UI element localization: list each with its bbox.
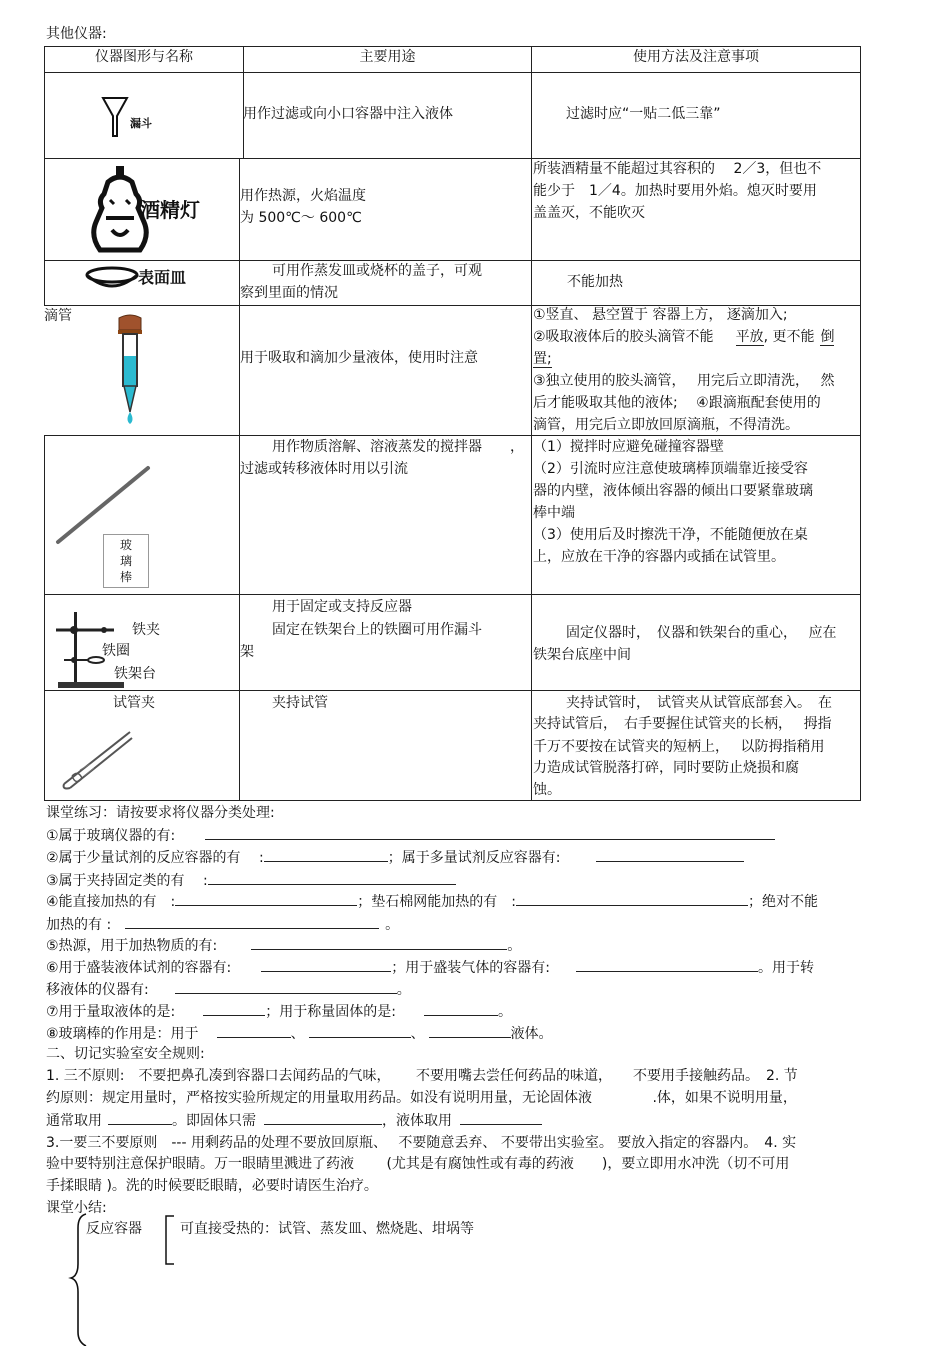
- test-tube-holder-notes-line: 千万不要按在试管夹的短柄上， 以防拇指稍用: [533, 739, 825, 755]
- safety-line: 验中要特别注意保护眼睛。万一眼睛里溅进了药液 (尤其是有腐蚀性或有毒的药液 )，要立即用水冲洗（切不可用: [46, 1156, 790, 1172]
- q6-text: ；用于盛装气体的容器有:: [391, 960, 550, 976]
- safety-text: 。即固体只需: [172, 1113, 256, 1129]
- alcohol-lamp-label: 酒精灯: [140, 198, 200, 222]
- left-bracket-icon: [160, 1214, 176, 1266]
- q1-blank[interactable]: [205, 825, 775, 840]
- glass-rod-notes-line: 器的内壁，液体倾出容器的倾出口要紧靠玻璃: [533, 483, 813, 499]
- header-instrument: 仪器图形与名称: [95, 49, 193, 65]
- q8-text: 液体。: [510, 1026, 553, 1042]
- q6-blank[interactable]: [175, 979, 397, 994]
- section-title: 其他仪器:: [46, 26, 107, 42]
- safety-blank[interactable]: [264, 1110, 382, 1125]
- exercise-q2: [46, 847, 744, 868]
- q3-text: ③属于夹持固定类的有 :: [46, 873, 208, 889]
- q6-text: 移液体的仪器有:: [46, 982, 149, 998]
- q4-text: 。: [385, 917, 400, 933]
- exercise-q3: [46, 870, 456, 891]
- funnel-use: 用作过滤或向小口容器中注入液体: [243, 106, 453, 122]
- funnel-label: 漏斗: [130, 117, 152, 130]
- dropper-notes-line: [533, 327, 834, 347]
- q2-blank[interactable]: [596, 847, 744, 862]
- dropper-use: 用于吸取和滴加少量液体，使用时注意: [240, 350, 478, 366]
- summary-title: 课堂小结:: [46, 1200, 107, 1216]
- dropper-icon: [112, 312, 148, 430]
- funnel-notes: 过滤时应“一贴二低三靠”: [566, 106, 721, 122]
- dropper-note-underline: 倒: [820, 329, 835, 345]
- q3-blank[interactable]: [208, 870, 456, 885]
- glass-rod-label-char: 棒: [119, 570, 132, 584]
- dropper-note-underline: 平放: [735, 329, 764, 345]
- lamp-notes-line: 所装酒精量不能超过其容积的 2／3，但也不: [533, 161, 822, 177]
- q4-blank[interactable]: [516, 891, 748, 906]
- dropper-notes-line: 后才能吸取其他的液体; ④跟滴瓶配套使用的: [533, 395, 821, 411]
- safety-line: 约原则：规定用量时，严格按实验所规定的用量取用药品。如没有说明用量，无论固体液 .体，如果不说明用量，: [46, 1090, 797, 1106]
- summary-item: 反应容器: [86, 1221, 142, 1237]
- iron-clamp-label: 铁夹: [132, 622, 160, 638]
- q4-blank[interactable]: [125, 914, 379, 929]
- safety-text: 通常取用: [46, 1113, 102, 1129]
- table-cell: [239, 305, 532, 436]
- test-tube-holder-notes-line: 力造成试管脱落打碎，同时要防止烧损和腐: [533, 760, 799, 776]
- q5-text: ⑤热源，用于加热物质的有:: [46, 938, 218, 954]
- watch-glass-icon: [84, 262, 140, 296]
- dropper-notes-line: ①竖直、 悬空置于 容器上方， 逐滴加入;: [533, 307, 788, 323]
- glass-rod-notes-line: （2）引流时应注意使玻璃棒顶端靠近接受容: [533, 461, 808, 477]
- glass-rod-notes-line: （3）使用后及时擦洗干净，不能随便放在桌: [533, 527, 808, 543]
- header-notes: 使用方法及注意事项: [633, 49, 759, 65]
- safety-line: 3.一要三不要原则 --- 用剩药品的处理不要放回原瓶、 不要随意丢弃、 不要带出实验室。 要放入指定的容器内。 4. 实: [46, 1135, 797, 1151]
- q4-blank[interactable]: [175, 891, 357, 906]
- watch-glass-label: 表面皿: [138, 268, 187, 287]
- test-tube-holder-label: 试管夹: [113, 695, 155, 711]
- safety-line: 1. 三不原则: 不要把鼻孔凑到容器口去闻药品的气味， 不要用嘴去尝任何药品的味道， 不要用手接触药品。 2. 节: [46, 1068, 798, 1084]
- q6-text: 。用于转: [758, 960, 814, 976]
- summary-sub: 可直接受热的：试管、蒸发皿、燃烧匙、坩埚等: [180, 1221, 474, 1237]
- q8-text: 、: [290, 1026, 305, 1042]
- q4-text: 加热的有 :: [46, 917, 112, 933]
- watch-glass-use-line: 可用作蒸发皿或烧杯的盖子，可观: [272, 263, 482, 279]
- test-tube-holder-notes-line: 夹持试管后， 右手要握住试管夹的长柄， 拇指: [533, 716, 832, 732]
- lamp-use-line: 用作热源，火焰温度: [240, 188, 366, 204]
- glass-rod-notes-line: 上，应放在干净的容器内或插在试管里。: [533, 549, 785, 565]
- iron-stand-use-line: 用于固定或支持反应器: [272, 599, 412, 615]
- q6-text: ⑥用于盛装液体试剂的容器有:: [46, 960, 232, 976]
- exercise-q4-cont: [46, 914, 399, 935]
- exercise-title: 课堂练习：请按要求将仪器分类处理:: [46, 805, 275, 821]
- q2-blank[interactable]: [264, 847, 388, 862]
- q8-blank[interactable]: [217, 1023, 291, 1038]
- glass-rod-label-char: 璃: [119, 554, 132, 568]
- iron-stand-notes-line: 固定仪器时， 仪器和铁架台的重心， 应在: [566, 625, 837, 641]
- q5-text: 。: [507, 938, 522, 954]
- q8-blank[interactable]: [309, 1023, 411, 1038]
- header-use: 主要用途: [359, 49, 416, 65]
- lamp-notes-line: 盖盖灭，不能吹灭: [533, 205, 645, 221]
- q6-text: 。: [396, 982, 411, 998]
- glass-rod-label: [103, 534, 149, 588]
- exercise-q8: [46, 1023, 553, 1044]
- safety-text: ，液体取用: [382, 1113, 452, 1129]
- dropper-note-text: , 更不能: [763, 329, 815, 345]
- q1-text: ①属于玻璃仪器的有:: [46, 828, 176, 844]
- q8-blank[interactable]: [429, 1023, 511, 1038]
- dropper-notes-line: ③独立使用的胶头滴管， 用完后立即清洗， 然: [533, 373, 835, 389]
- exercise-q6: [46, 957, 814, 978]
- safety-title: 二、切记实验室安全规则:: [46, 1046, 205, 1062]
- glass-rod-notes-line: 棒中端: [533, 505, 575, 521]
- q4-text: ；垫石棉网能加热的有 :: [357, 894, 516, 910]
- test-tube-holder-notes-line: 夹持试管时， 试管夹从试管底部套入。 在: [566, 695, 832, 711]
- q2-text: ；属于多量试剂反应容器有:: [387, 850, 561, 866]
- q7-text: ；用于称量固体的是:: [265, 1004, 396, 1020]
- iron-stand-label: 铁架台: [114, 666, 156, 682]
- exercise-q7: [46, 1001, 512, 1022]
- q7-blank[interactable]: [424, 1001, 498, 1016]
- glass-rod-use-line: 用作物质溶解、溶液蒸发的搅拌器 ，: [272, 439, 524, 455]
- dropper-note-underline: 置;: [533, 351, 552, 367]
- dropper-note-text: ②吸取液体后的胶头滴管不能: [533, 329, 714, 345]
- watch-glass-use-line: 察到里面的情况: [240, 285, 338, 301]
- dropper-notes-line: 滴管，用完后立即放回原滴瓶，不得清洗。: [533, 417, 799, 433]
- q5-blank[interactable]: [251, 935, 507, 950]
- test-tube-holder-icon: [60, 726, 136, 792]
- safety-line: 手揉眼睛 )。洗的时候要眨眼睛，必要时请医生治疗。: [46, 1178, 378, 1194]
- test-tube-holder-notes-line: 蚀。: [533, 782, 561, 798]
- glass-rod-label-char: 玻: [119, 538, 132, 552]
- q6-blank[interactable]: [576, 957, 758, 972]
- iron-stand-notes-line: 铁架台底座中间: [533, 647, 631, 663]
- glass-rod-use-line: 过滤或转移液体时用以引流: [240, 461, 408, 477]
- safety-line: [46, 1110, 542, 1131]
- dropper-label: 滴管: [44, 308, 72, 324]
- iron-stand-use-line: 架: [240, 644, 254, 660]
- glass-rod-notes-line: （1）搅拌时应避免碰撞容器壁: [533, 439, 724, 455]
- q4-text: ④能直接加热的有 :: [46, 894, 176, 910]
- watch-glass-notes: 不能加热: [567, 274, 623, 290]
- exercise-q4: [46, 891, 818, 912]
- dropper-notes-line: [533, 349, 552, 369]
- q7-text: ⑦用于量取液体的是:: [46, 1004, 176, 1020]
- q6-blank[interactable]: [261, 957, 391, 972]
- lamp-notes-line: 能少于 1／4。加热时要用外焰。熄灭时要用: [533, 183, 817, 199]
- exercise-q6-cont: [46, 979, 411, 1000]
- safety-blank[interactable]: [108, 1110, 172, 1125]
- q8-text: ⑧玻璃棒的作用是：用于: [46, 1026, 199, 1042]
- exercise-q5: [46, 935, 521, 956]
- q8-text: 、: [410, 1026, 425, 1042]
- exercise-q1: [46, 825, 775, 846]
- iron-stand-use-line: 固定在铁架台上的铁圈可用作漏斗: [272, 622, 482, 638]
- funnel-icon: [100, 94, 130, 140]
- test-tube-holder-use: 夹持试管: [272, 695, 328, 711]
- safety-blank[interactable]: [460, 1110, 542, 1125]
- q4-text: ；绝对不能: [748, 894, 818, 910]
- iron-ring-label: 铁圈: [102, 643, 130, 659]
- q7-blank[interactable]: [203, 1001, 265, 1016]
- lamp-use-line: 为 500℃～ 600℃: [240, 210, 362, 226]
- q7-text: 。: [498, 1004, 512, 1020]
- q2-text: ②属于少量试剂的反应容器的有 :: [46, 850, 264, 866]
